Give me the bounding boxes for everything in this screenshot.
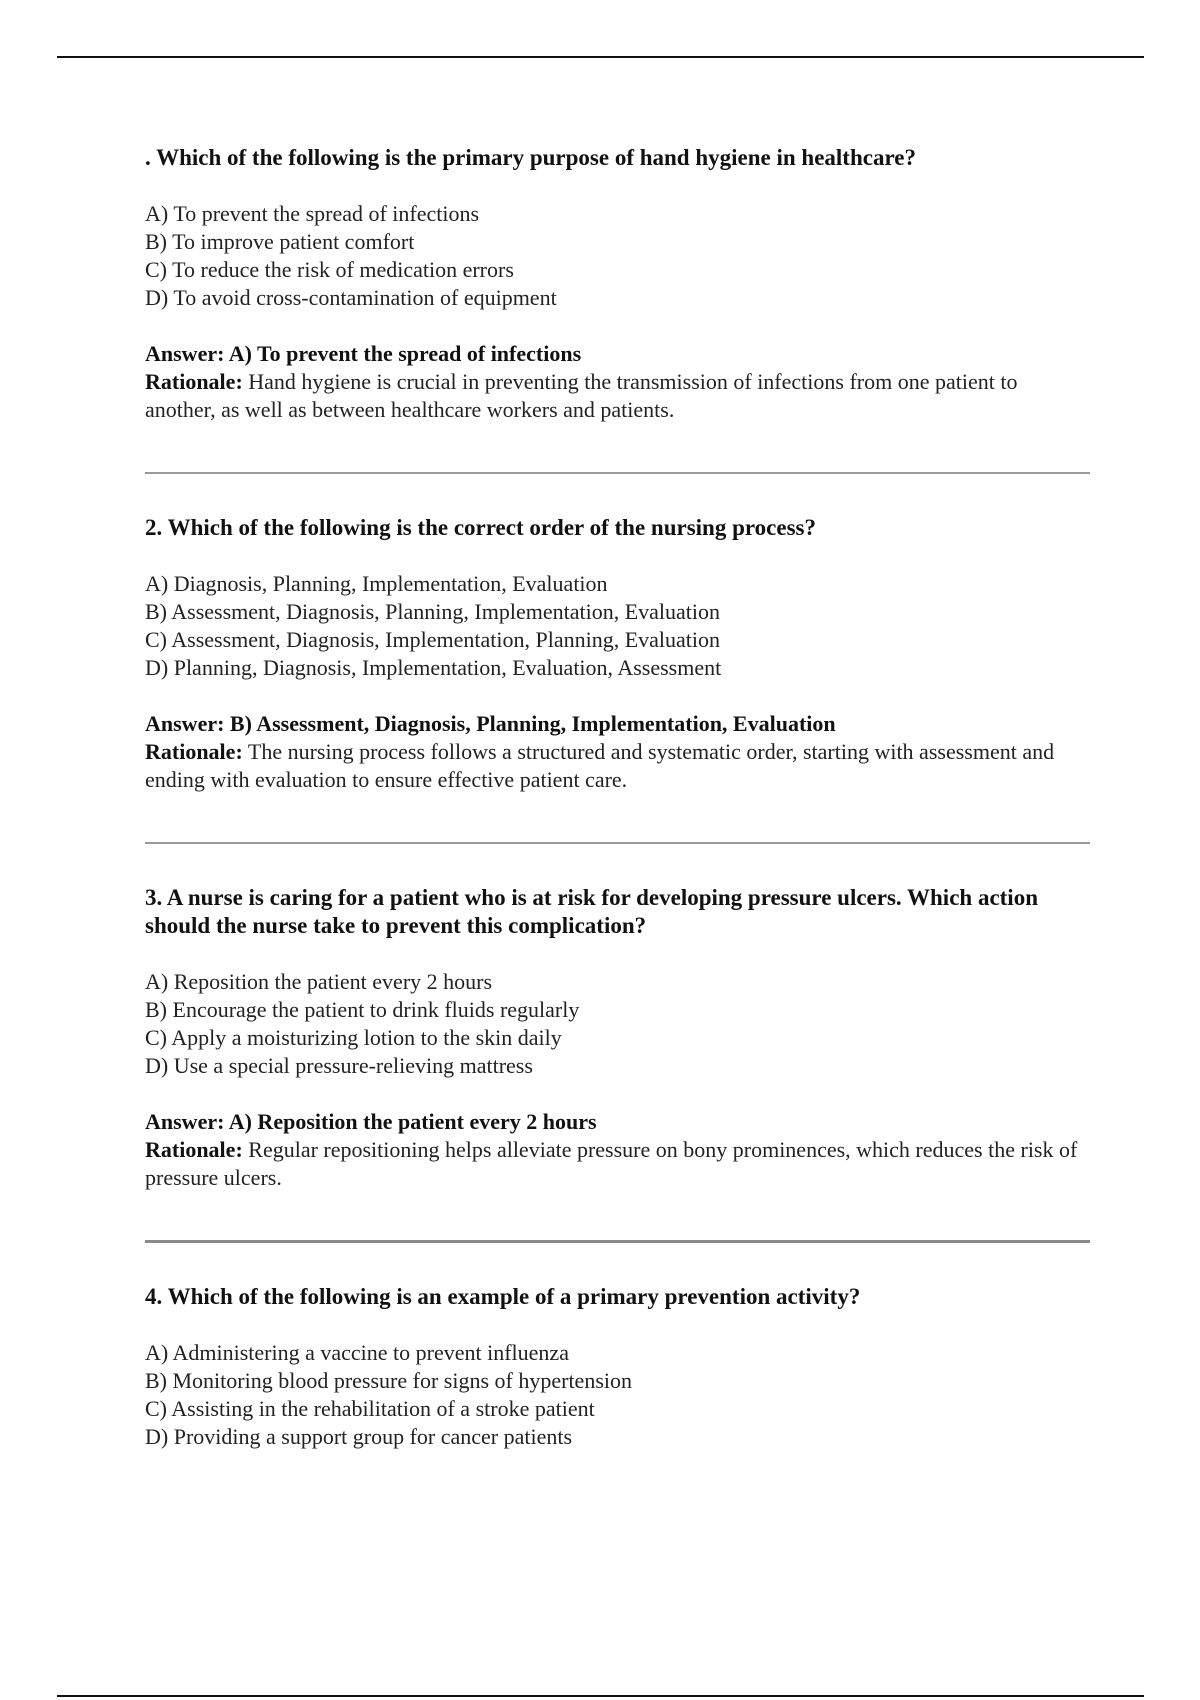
rationale-label: Rationale: [145,369,243,394]
rationale-label: Rationale: [145,1137,243,1162]
question-text: 4. Which of the following is an example of a primary prevention activity? [145,1284,861,1309]
rationale-text: The nursing process follows a structured and systematic order, starting with assessment and ending with evaluation to ensure effective patient care. [145,739,1055,792]
option-a: A) Administering a vaccine to prevent influenza [145,1340,569,1365]
rationale [145,1136,1090,1192]
option-d: D) Use a special pressure-relieving mattress [145,1053,533,1078]
answer: Answer: A) To prevent the spread of infections [145,341,582,366]
option-b: B) Assessment, Diagnosis, Planning, Implementation, Evaluation [145,599,720,624]
question-text: 2. Which of the following is the correct order of the nursing process? [145,515,816,540]
option-c: C) Apply a moisturizing lotion to the skin daily [145,1025,562,1050]
option-c: C) Assessment, Diagnosis, Implementation, Planning, Evaluation [145,627,720,652]
rationale-label: Rationale: [145,739,243,764]
question-2 [145,514,1090,794]
rationale [145,738,1090,794]
question-3 [145,884,1090,1192]
question-text: . Which of the following is the primary purpose of hand hygiene in healthcare? [145,145,916,170]
section-divider [145,472,1090,474]
option-c: C) Assisting in the rehabilitation of a stroke patient [145,1396,595,1421]
options-list [145,968,1090,1080]
page-bottom-rule [57,1695,1144,1697]
option-d: D) Providing a support group for cancer patients [145,1424,573,1449]
document-content [145,144,1090,1479]
page-top-rule [57,56,1144,58]
option-b: B) To improve patient comfort [145,229,415,254]
option-b: B) Monitoring blood pressure for signs of hypertension [145,1368,632,1393]
option-d: D) Planning, Diagnosis, Implementation, Evaluation, Assessment [145,655,722,680]
rationale-text: Hand hygiene is crucial in preventing the transmission of infections from one patient to another, as well as between healthcare workers and patients. [145,369,1018,422]
answer: Answer: A) Reposition the patient every 2 hours [145,1109,597,1134]
question-text: 3. A nurse is caring for a patient who is at risk for developing pressure ulcers. Which action should the nurse take to prevent this complication? [145,885,1038,938]
question-1 [145,144,1090,424]
section-divider [145,842,1090,844]
option-c: C) To reduce the risk of medication errors [145,257,514,282]
question-4 [145,1283,1090,1451]
rationale [145,368,1090,424]
section-divider [145,1240,1090,1243]
options-list [145,200,1090,312]
options-list [145,570,1090,682]
option-d: D) To avoid cross-contamination of equipment [145,285,557,310]
rationale-text: Regular repositioning helps alleviate pressure on bony prominences, which reduces the risk of pressure ulcers. [145,1137,1078,1190]
option-a: A) To prevent the spread of infections [145,201,480,226]
option-b: B) Encourage the patient to drink fluids regularly [145,997,580,1022]
answer: Answer: B) Assessment, Diagnosis, Planning, Implementation, Evaluation [145,711,836,736]
option-a: A) Diagnosis, Planning, Implementation, Evaluation [145,571,608,596]
option-a: A) Reposition the patient every 2 hours [145,969,493,994]
options-list [145,1339,1090,1451]
